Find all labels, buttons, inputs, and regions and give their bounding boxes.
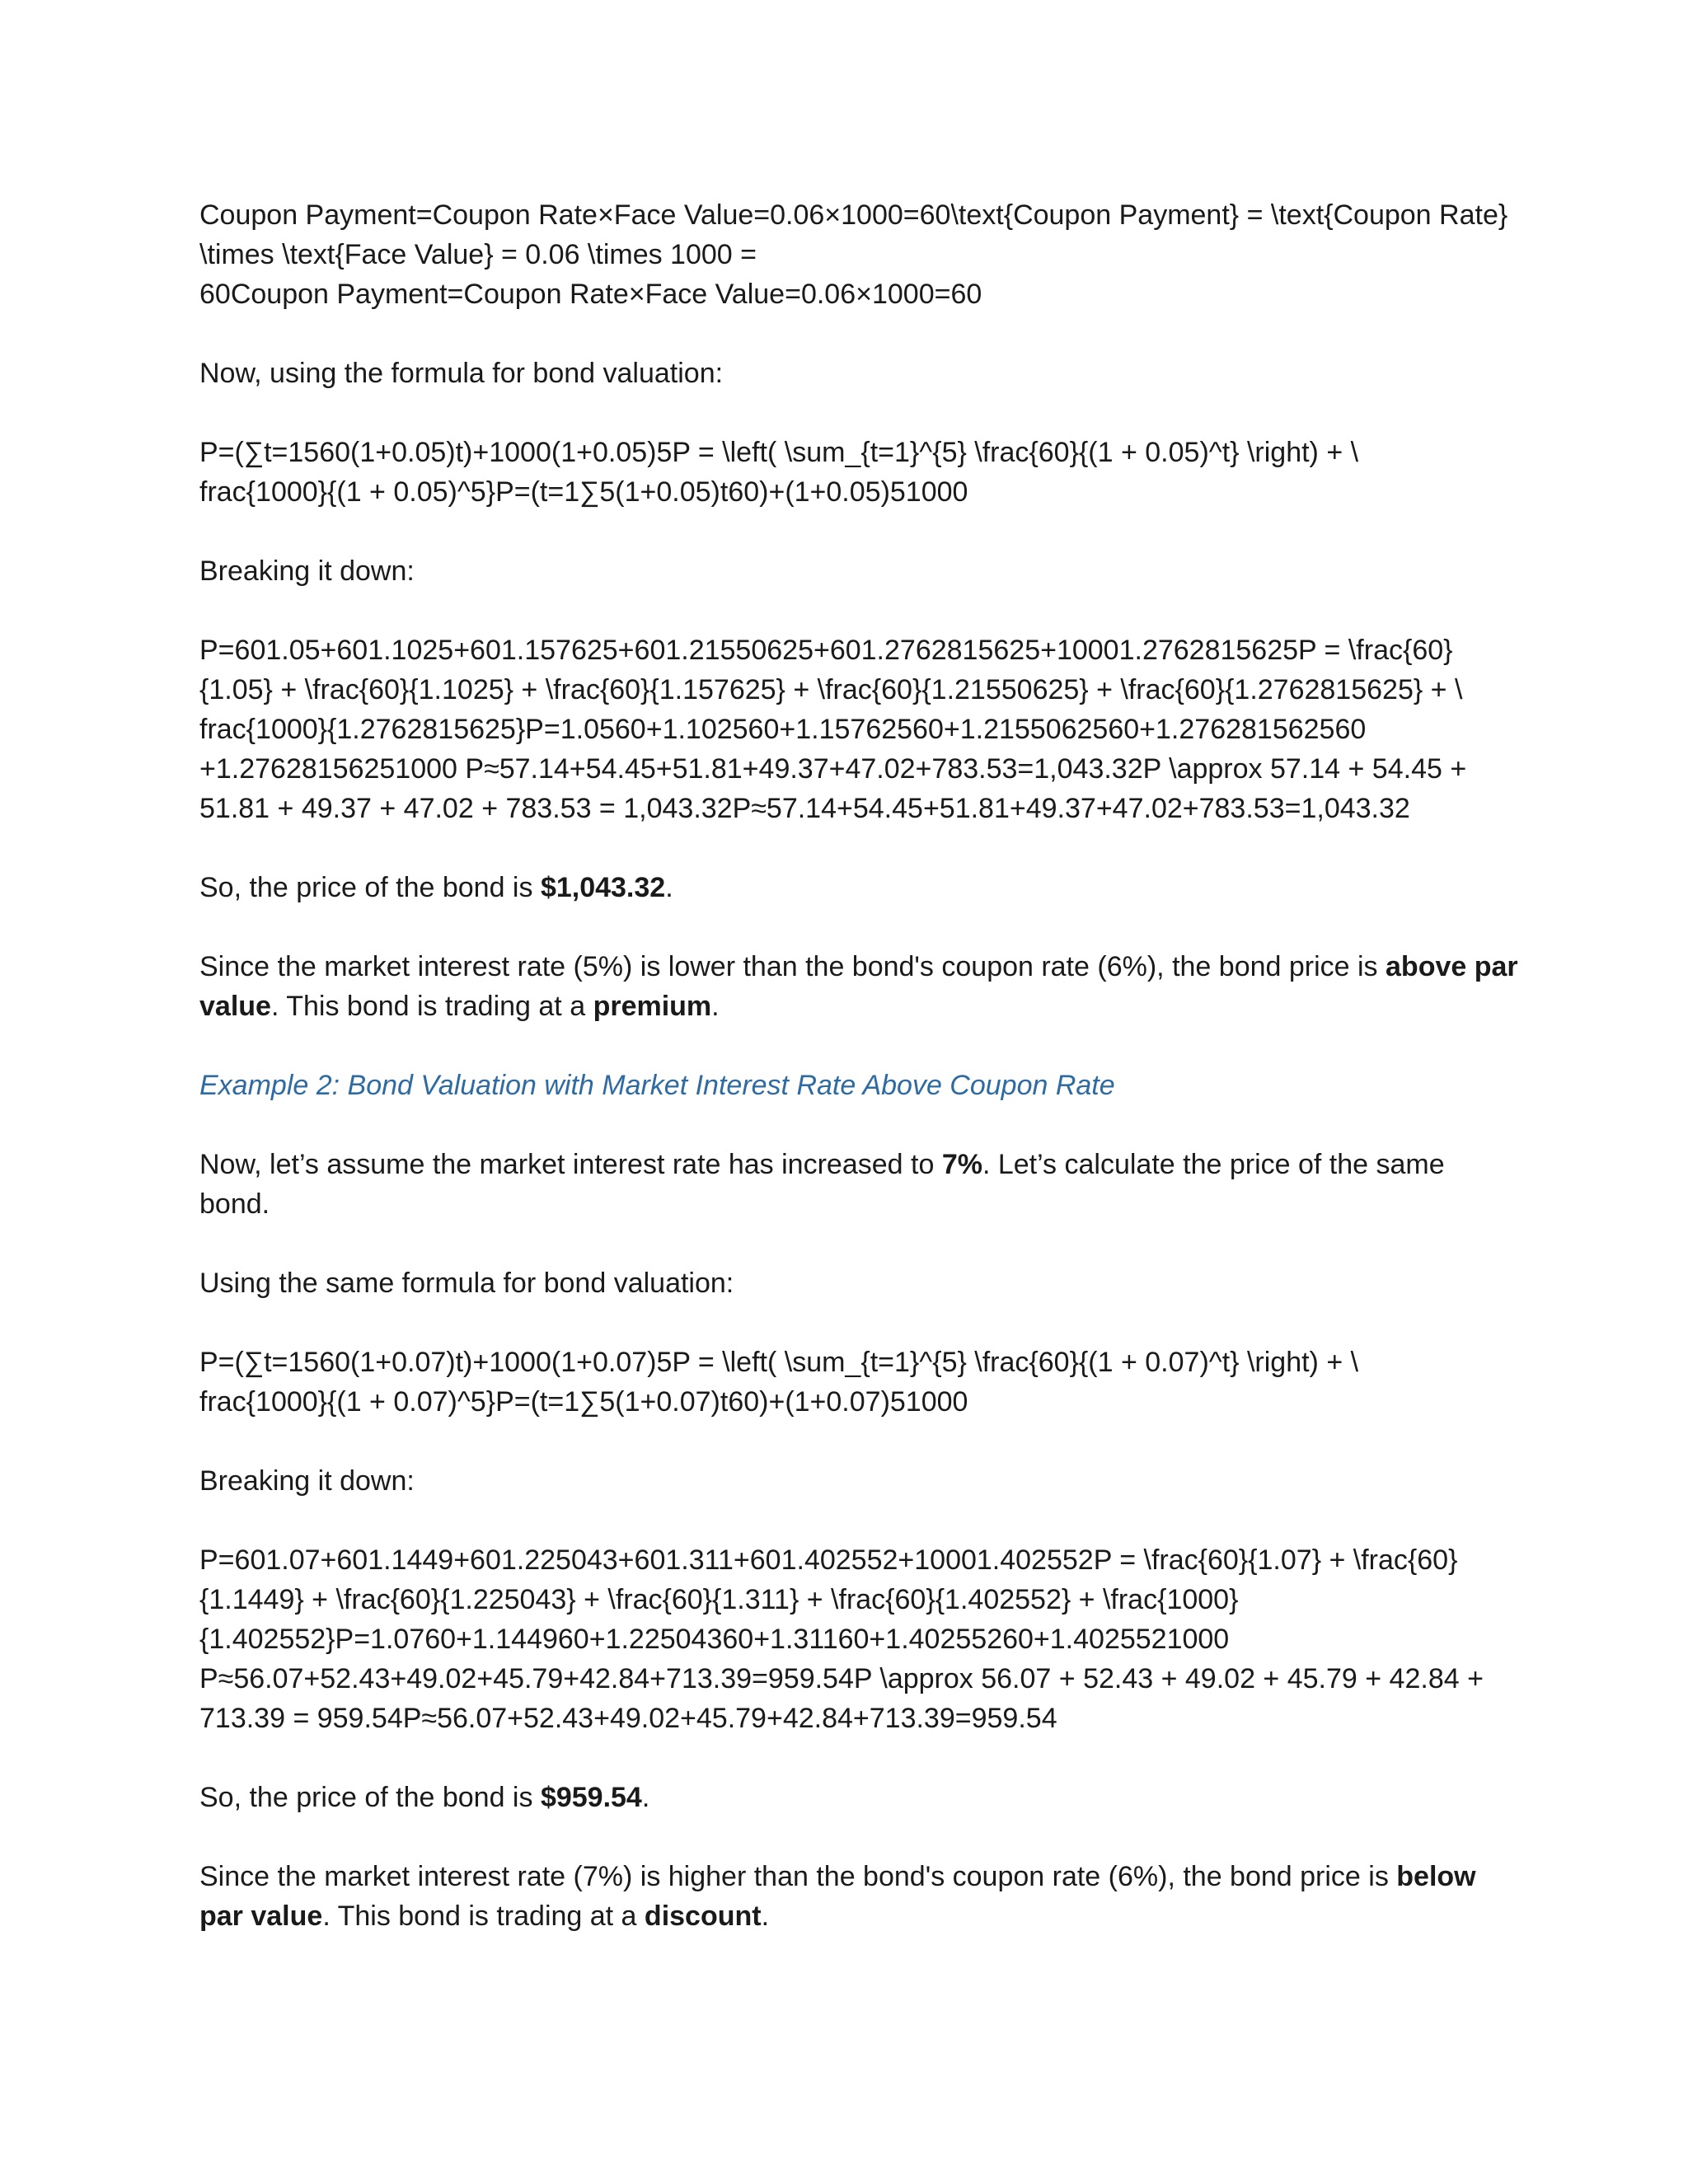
premium-text-3: .	[711, 991, 720, 1022]
valuation-intro: Now, using the formula for bond valuation:	[199, 358, 724, 389]
discount-bold-below-par: below par value	[199, 1861, 1476, 1932]
bond-valuation-formula-5pct: P=(∑t=1560(1+0.05)t)+1000(1+0.05)5P = \left( \sum_{t=1}^{5} \frac{60}{(1 + 0.05)^t} \right) + \ frac{1000}{(1 + 0.05)^5}P=(t=1∑5(1+0.05)t60)+(1+0.05)51000	[199, 437, 1359, 508]
premium-text-2: . This bond is trading at a	[270, 991, 593, 1022]
coupon-payment-formula: Coupon Payment=Coupon Rate×Face Value=0.06×1000=60\text{Coupon Payment} = \text{Coupon Rate} \times \text{Face Value} = 0.06 \times 1000 = 60Coupon Payment=Coupon Rate×Face Value=0.06×1000=60	[199, 199, 1508, 310]
breakdown-calculation-5pct: P=601.05+601.1025+601.157625+601.21550625+601.2762815625+10001.2762815625P = \frac{60} {1.05} + \frac{60}{1.1025} + \frac{60}{1.157625} + \frac{60}{1.21550625} + \frac{60}{1.2762815625} + \ frac{1000}{1.2762815625}P=1.0560+1.102560+1.15762560+1.2155062560+1.276281562560 +1.27628156251000 P≈57.14+54.45+51.81+49.37+47.02+783.53=1,043.32P \approx 57.14 + 54.45 + 51.81 + 49.37 + 47.02 + 783.53 = 1,043.32P≈57.14+54.45+51.81+49.37+47.02+783.53=1,043.32	[199, 635, 1467, 824]
discount-bold-discount: discount	[644, 1900, 762, 1932]
premium-explanation	[199, 947, 1518, 1026]
discount-text-3: .	[761, 1900, 770, 1932]
example-2-heading: Example 2: Bond Valuation with Market Interest Rate Above Coupon Rate	[199, 1070, 1115, 1101]
price-suffix: .	[665, 872, 673, 903]
price-value: $1,043.32	[540, 872, 666, 903]
breaking-it-down-label: Breaking it down:	[199, 555, 415, 587]
breaking-it-down-label-2: Breaking it down:	[199, 1465, 415, 1497]
bond-price-result-2	[199, 1778, 1518, 1817]
price-prefix: So, the price of the bond is	[199, 872, 541, 903]
document-body	[199, 195, 1518, 1975]
premium-text-1: Since the market interest rate (5%) is lower than the bond's coupon rate (6%), the bond price is	[199, 951, 1386, 982]
price-suffix-2: .	[641, 1782, 650, 1813]
premium-bold-premium: premium	[593, 991, 712, 1022]
breakdown-calculation-7pct: P=601.07+601.1449+601.225043+601.311+601.402552+10001.402552P = \frac{60}{1.07} + \frac{60} {1.1449} + \frac{60}{1.225043} + \frac{60}{1.311} + \frac{60}{1.402552} + \frac{1000} {1.402552}P=1.0760+1.144960+1.22504360+1.31160+1.40255260+1.4025521000 P≈56.07+52.43+49.02+45.79+42.84+713.39=959.54P \approx 56.07 + 52.43 + 49.02 + 45.79 + 42.84 + 713.39 = 959.54P≈56.07+52.43+49.02+45.79+42.84+713.39=959.54	[199, 1544, 1484, 1734]
discount-text-1: Since the market interest rate (7%) is higher than the bond's coupon rate (6%), the bond price is	[199, 1861, 1397, 1892]
increase-text-2: . Let’s calculate the price of the same bond.	[199, 1149, 1445, 1220]
rate-increase-paragraph	[199, 1145, 1518, 1224]
price-prefix-2: So, the price of the bond is	[199, 1782, 541, 1813]
bond-valuation-formula-7pct: P=(∑t=1560(1+0.07)t)+1000(1+0.07)5P = \left( \sum_{t=1}^{5} \frac{60}{(1 + 0.07)^t} \right) + \ frac{1000}{(1 + 0.07)^5}P=(t=1∑5(1+0.07)t60)+(1+0.07)51000	[199, 1347, 1359, 1418]
valuation-intro-2: Using the same formula for bond valuation:	[199, 1268, 734, 1299]
discount-explanation	[199, 1857, 1518, 1936]
premium-bold-above-par: above par value	[199, 951, 1518, 1022]
increase-text-1: Now, let’s assume the market interest rate has increased to	[199, 1149, 942, 1180]
discount-text-2: . This bond is trading at a	[322, 1900, 645, 1932]
bond-price-result-1	[199, 868, 1518, 907]
price-value-2: $959.54	[540, 1782, 642, 1813]
increase-bold-rate: 7%	[941, 1149, 982, 1180]
